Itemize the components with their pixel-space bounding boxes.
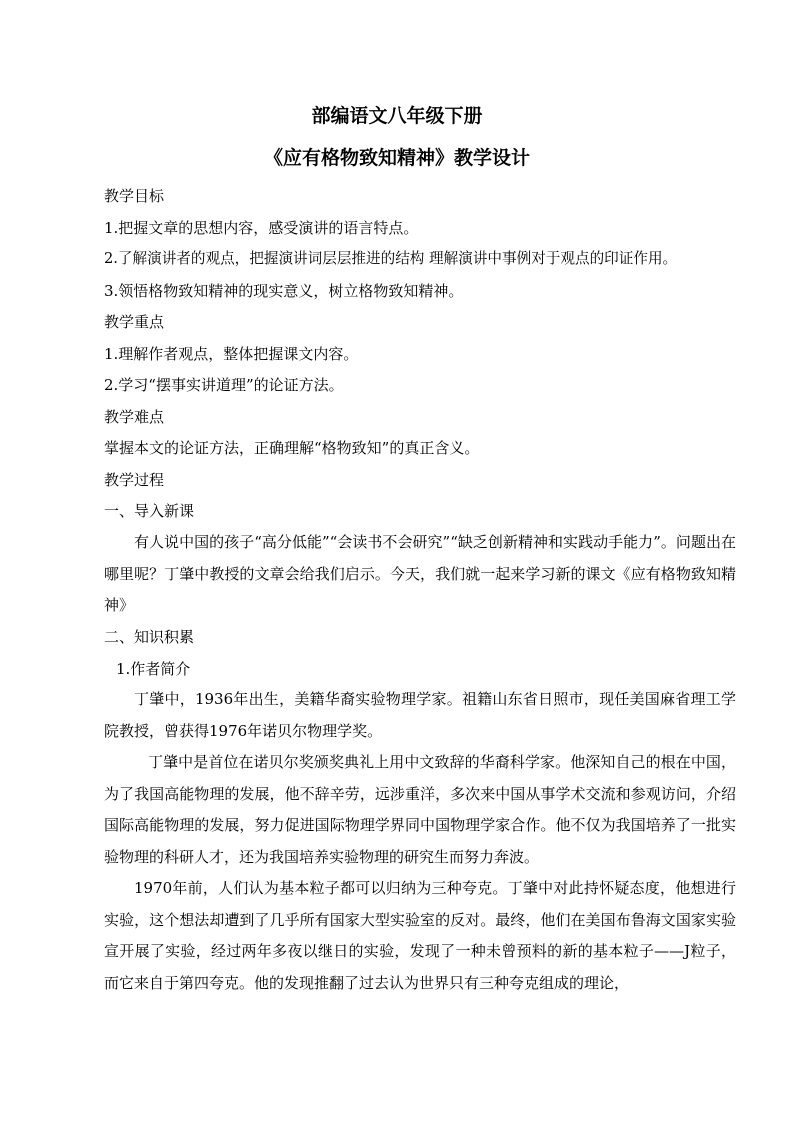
document-title: 部编语文八年级下册	[311, 105, 483, 127]
goal-item-2: 2.了解演讲者的观点，把握演讲词层层推进的结构 理解演讲中事例对于观点的印证作用。	[104, 250, 678, 267]
process-heading: 教学过程	[104, 471, 165, 489]
bio-paragraph-3: 1970年前，人们认为基本粒子都可以归纳为三种夸克。丁肇中对此持怀疑态度，他想进行实验，这个想法却遭到了几乎所有国家大型实验室的反对。最终，他们在美国布鲁海文国家实验宣开展了实验，经过两年多夜以继日的实验，发现了一种未曾预料的新的基本粒子——J粒子，而它来自于第四夸克。他的发现推翻了过去认为世界只有三种夸克组成的理论，	[104, 879, 736, 992]
difficulty-heading: 教学难点	[104, 408, 165, 426]
focus-heading: 教学重点	[104, 313, 165, 331]
focus-item-1: 1.理解作者观点，整体把握课文内容。	[104, 345, 359, 363]
goal-item-3: 3.领悟格物致知精神的现实意义，树立格物致知精神。	[104, 282, 464, 300]
focus-item-2: 2.学习“摆事实讲道理”的论证方法。	[104, 376, 344, 394]
author-intro-heading: 1.作者简介	[116, 660, 191, 678]
section-heading-intro: 一、导入新课	[104, 502, 195, 520]
document-subtitle: 《应有格物致知精神》教学设计	[263, 147, 530, 169]
bio-paragraph-1: 丁肇中，1936年出生，美籍华裔实验物理学家。祖籍山东省日照市，现任美国麻省理工学院教授，曾获得1976年诺贝尔物理学奖。	[104, 690, 736, 740]
bio-paragraph-2: 丁肇中是首位在诺贝尔奖颁奖典礼上用中文致辞的华裔科学家。他深知自己的根在中国，为了我国高能物理的发展，他不辞辛劳，远涉重洋，多次来中国从事学术交流和参观访问，介绍国际高能物理的发展，努力促进国际物理学界同中国物理学家合作。他不仅为我国培养了一批实验物理的科研人才，还为我国培养实验物理的研究生而努力奔波。	[104, 753, 736, 866]
difficulty-item-1: 掌握本文的论证方法，正确理解“格物致知”的真正含义。	[104, 439, 480, 457]
goal-item-1: 1.把握文章的思想内容，感受演讲的语言特点。	[104, 219, 419, 237]
goals-heading: 教学目标	[104, 187, 165, 205]
section-heading-knowledge: 二、知识积累	[104, 628, 195, 646]
intro-paragraph: 有人说中国的孩子“高分低能”“会读书不会研究”“缺乏创新精神和实践动手能力”。问题出在哪里呢？丁肇中教授的文章会给我们启示。今天，我们就一起来学习新的课文《应有格物致知精神》	[104, 533, 736, 614]
